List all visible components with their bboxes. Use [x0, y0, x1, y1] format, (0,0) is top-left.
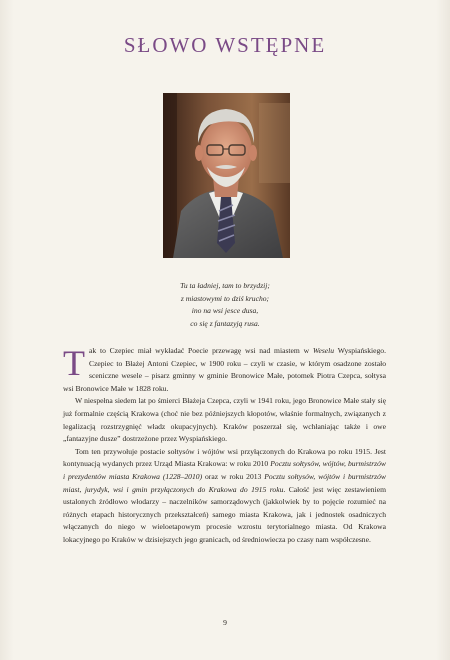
page-title: SŁOWO WSTĘPNE	[123, 33, 327, 57]
text-run: W niespełna siedem lat po śmierci Błażeja Czepca, czyli w 1941 roku, jego Bronowice Małe stały się już formalnie częścią Krakowa (choć nie bez późniejszych kłopotów, właśnie formalnych, związanych z legalizacją rozstrzygnięć władz okupacyjnych). Kraków poszerzał się, wchłaniając także i owe „fantazyjne dusze” dostrzeżone przez Wyspiańskiego.	[63, 396, 386, 444]
poem-line: z miastowymi to dziś krucho;	[180, 293, 270, 303]
text-run: ak to Czepiec miał wykładać Poecie przewagę wsi nad miastem w	[89, 346, 313, 355]
text-run: Tom ten przywołuje postacie sołtysów i wójtów wsi przyłączonych do Krakowa po roku 1915. Jest kontynuacją wydanych przez Urząd Miasta Krakowa: w roku 2010	[63, 446, 386, 469]
body-text	[63, 345, 386, 547]
page-number: 9	[223, 618, 227, 627]
poem-line: co się z fantazyją rusa.	[190, 318, 260, 328]
portrait-photo	[163, 93, 290, 258]
poem-line: Tu ta ładniej, tam to brzydzij;	[180, 281, 270, 290]
italic-title: Pocztu sołtysów, wójtów, burmistrzów i prezydentów miasta Krakowa (1228–2010)	[63, 459, 386, 481]
poem-epigraph	[0, 280, 450, 330]
body-paragraph	[63, 395, 386, 445]
body-paragraph	[63, 345, 386, 395]
italic-title: Weselu	[312, 346, 335, 355]
body-paragraph	[63, 446, 386, 547]
italic-title: Pocztu sołtysów, wójtów i burmistrzów miast, jurydyk, wsi i gmin przyłączonych do Krakowa do 1915 roku	[63, 471, 386, 494]
poem-line: ino na wsi jesce dusa,	[191, 306, 259, 316]
text-run: . Całość jest więc zestawieniem ustalonych źródłowo włodarzy – naczelników samorządowych (jakkolwiek by to pojęcie rozumieć na różnych etapach historycznych przekształceń) samego miasta Krakowa, jak i jednostek osadniczych włączanych do niego w wieloetapowym procesie wzrostu terytorialnego miasta. Od Krakowa lokacyjnego po Kraków w dzisiejszych jego granicach, od średniowiecza po czasy nam współczesne.	[63, 484, 386, 544]
text-run: Wyspiańskiego. Czepiec to Błażej Antoni Czepiec, w 1900 roku – czyli w czasie, w którym osadzone zostało sceniczne wesele – pisarz gminny w gminie Bronowice Małe, potomek Piotra Czepca, sołtysa wsi Bronowice Małe w 1828 roku.	[63, 346, 386, 393]
drop-cap: T	[63, 343, 85, 383]
text-run: oraz w roku 2013	[202, 471, 265, 481]
portrait-illustration	[163, 93, 290, 258]
